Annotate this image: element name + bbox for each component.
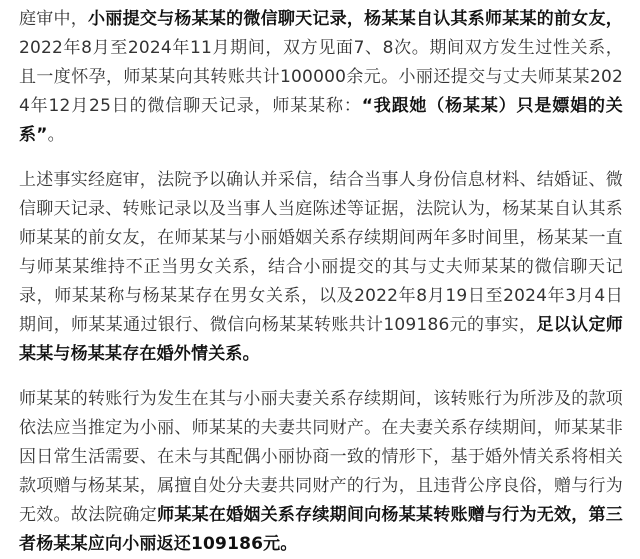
bold-text-segment: 小丽提交与杨某某的微信聊天记录，杨某某自认其系师某某的前女友， (88, 9, 623, 29)
article-body (19, 0, 623, 559)
text-segment: 庭审中， (19, 9, 89, 29)
paragraph-court-ruling (19, 385, 623, 559)
bold-quote-segment: “我跟她（杨某某）只是嫖娼的关系” (19, 96, 623, 145)
text-segment: 。 (47, 125, 65, 145)
bold-text-segment: 师某某在婚姻关系存续期间向杨某某转账赠与行为无效，第三者杨某某应向小丽返还109186元。 (19, 505, 623, 554)
text-segment: 2022年8月至2024年11月期间，双方见面7、8次。期间双方发生过性关系，且一度怀孕，师某某向其转账共计100000余元。小丽还提交与丈夫师某某2024年12月25日的微信聊天记录，师某某称： (19, 38, 623, 116)
text-segment: 师某某的转账行为发生在其与小丽夫妻关系存续期间，该转账行为所涉及的款项依法应当推定为小丽、师某某的夫妻共同财产。在夫妻关系存续期间，师某某非因日常生活需要、在未与其配偶小丽协商一致的情形下，基于婚外情关系将相关款项赠与杨某某，属擅自处分夫妻共同财产的行为，且违背公序良俗，赠与行为无效。故法院确定 (19, 389, 623, 525)
bold-text-segment: 足以认定师某某与杨某某存在婚外情关系。 (19, 315, 623, 364)
text-segment: 上述事实经庭审，法院予以确认并采信，结合当事人身份信息材料、结婚证、微信聊天记录、转账记录以及当事人当庭陈述等证据，法院认为，杨某某自认其系师某某的前女友，在师某某与小丽婚姻关系存续期间两年多时间里，杨某某一直与师某某维持不正当男女关系，结合小丽提交的其与丈夫师某某的微信聊天记录，师某某称与杨某某存在男女关系，以及2022年8月19日至2024年3月4日期间，师某某通过银行、微信向杨某某转账共计109186元的事实， (19, 170, 623, 335)
paragraph-trial-evidence (19, 5, 623, 150)
paragraph-court-finding (19, 166, 623, 369)
